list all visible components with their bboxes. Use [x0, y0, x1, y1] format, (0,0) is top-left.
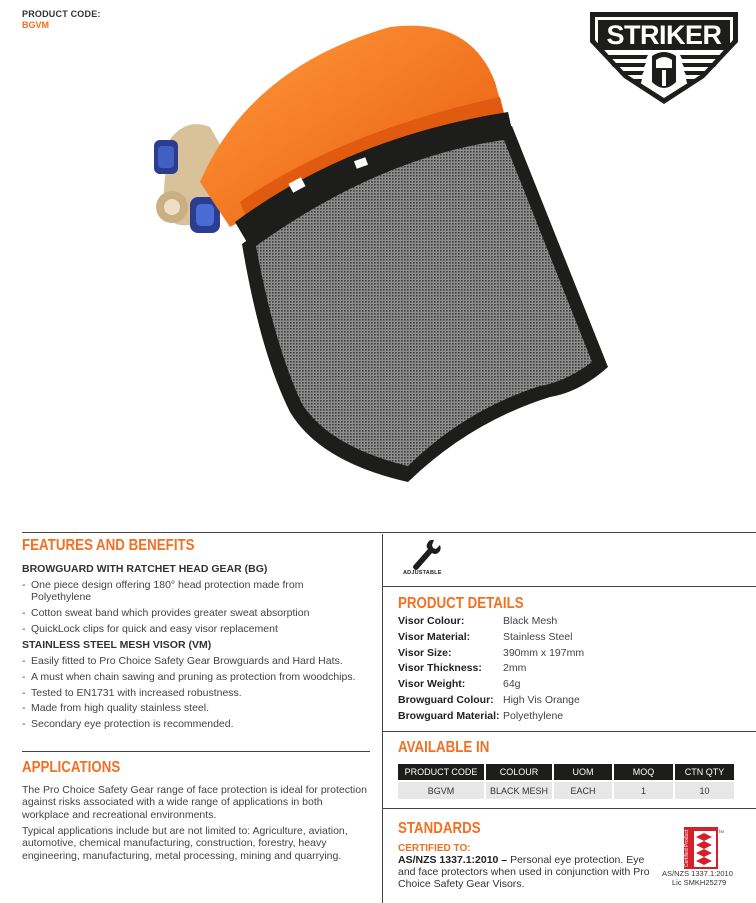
applications-paragraph-1: The Pro Choice Safety Gear range of face protection is ideal for protection against risks associated with a wide range of applications in both workplace and recreational environments.: [22, 784, 367, 821]
detail-row: [398, 647, 584, 663]
detail-value: 390mm x 197mm: [503, 646, 585, 659]
product-code-label: PRODUCT CODE:: [22, 9, 101, 19]
certified-product-badge: [684, 827, 722, 875]
detail-key: Browguard Material:: [398, 709, 500, 722]
badge-caption: [662, 869, 752, 887]
certified-label: CERTIFIED TO:: [398, 843, 471, 854]
detail-row: [398, 710, 584, 726]
svg-text:TM: TM: [718, 829, 724, 834]
detail-value: Polyethylene: [503, 709, 564, 722]
column-header: COLOUR: [485, 764, 553, 781]
column-header: UOM: [553, 764, 613, 781]
detail-row: [398, 678, 584, 694]
column-header: PRODUCT CODE: [398, 764, 485, 781]
divider-vertical: [382, 534, 383, 903]
badge-licence: Lic SMKH25279: [672, 878, 727, 887]
product-code-value: BGVM: [22, 20, 49, 30]
detail-row: [398, 615, 584, 631]
detail-key: Visor Colour:: [398, 615, 465, 627]
detail-key: Browguard Colour:: [398, 693, 494, 706]
divider-right-1: [383, 586, 756, 587]
detail-key: Visor Size:: [398, 646, 452, 659]
detail-row: [398, 631, 584, 647]
detail-key: Visor Thickness:: [398, 662, 482, 675]
browguard-list: [22, 579, 362, 639]
table-cell: 1: [613, 781, 674, 799]
standard-description: [398, 854, 650, 891]
list-item: - Tested to EN1731 with increased robustness.: [22, 687, 362, 699]
product-details-title: PRODUCT DETAILS: [398, 595, 524, 612]
detail-key: Visor Weight:: [398, 678, 466, 691]
table-header-row: [398, 764, 734, 781]
column-header: CTN QTY: [674, 764, 734, 781]
list-item: - Secondary eye protection is recommended.: [22, 718, 362, 730]
features-title: FEATURES AND BENEFITS: [22, 537, 195, 554]
visor-heading: STAINLESS STEEL MESH VISOR (VM): [22, 639, 212, 651]
list-item: - QuickLock clips for quick and easy visor replacement: [22, 623, 362, 635]
list-item: - A must when chain sawing and pruning as protection from woodchips.: [22, 671, 362, 683]
list-item: - Easily fitted to Pro Choice Safety Gear Browguards and Hard Hats.: [22, 655, 362, 667]
visor-list: [22, 655, 362, 734]
detail-value: Black Mesh: [503, 615, 558, 627]
divider-right-3: [383, 808, 756, 809]
divider-left: [22, 751, 370, 752]
table-cell: 10: [674, 781, 734, 799]
adjustable-label: ADJUSTABLE: [403, 570, 442, 576]
list-item: - Cotton sweat band which provides greater sweat absorption: [22, 607, 362, 619]
table-row: [398, 781, 734, 799]
divider-right-2: [383, 731, 756, 732]
column-header: MOQ: [613, 764, 674, 781]
applications-title: APPLICATIONS: [22, 759, 121, 776]
applications-paragraph-2: Typical applications include but are not limited to: Agriculture, aviation, automotive, chemical manufacturing, construction, forestry, heavy engineering, manufacturing, metal processing, mining and quarrying.: [22, 825, 348, 862]
detail-value: High Vis Orange: [503, 693, 580, 706]
detail-value: Stainless Steel: [503, 630, 573, 643]
detail-row: [398, 694, 584, 710]
list-item: - Made from high quality stainless steel.: [22, 702, 362, 714]
badge-label: Certified Product: [684, 829, 690, 867]
browguard-heading: BROWGUARD WITH RATCHET HEAD GEAR (BG): [22, 563, 268, 575]
standard-code: AS/NZS 1337.1:2010 –: [398, 854, 508, 866]
standard-text: Personal eye protection. Eye and face protectors when used in conjunction with Pro Choice Safety Gear Visors.: [398, 854, 650, 891]
divider-top: [22, 532, 756, 533]
table-cell: EACH: [553, 781, 613, 799]
list-item: - One piece design offering 180° head protection made from Polyethylene: [22, 579, 362, 604]
product-image: [140, 22, 620, 487]
table-cell: BGVM: [398, 781, 485, 799]
product-details-table: [398, 615, 584, 726]
detail-value: 64g: [503, 678, 521, 691]
table-cell: BLACK MESH: [485, 781, 553, 799]
detail-row: [398, 662, 584, 678]
available-title: AVAILABLE IN: [398, 739, 490, 756]
availability-table: [398, 764, 734, 799]
brand-name: STRIKER: [606, 20, 722, 50]
detail-key: Visor Material:: [398, 630, 471, 643]
standards-title: STANDARDS: [398, 820, 481, 837]
badge-standard: AS/NZS 1337.1:2010: [662, 869, 733, 878]
wrench-icon: [404, 537, 444, 573]
detail-value: 2mm: [503, 662, 527, 675]
